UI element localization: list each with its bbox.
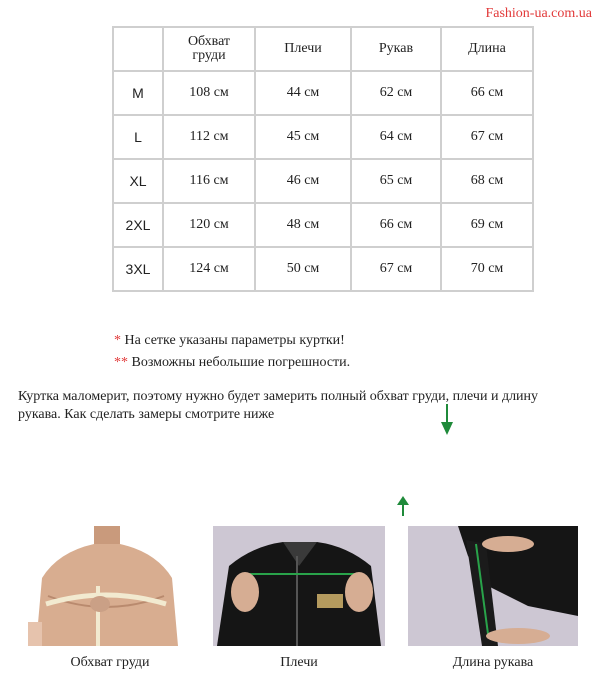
header-chest-line2: груди <box>192 48 226 63</box>
table-row <box>113 203 533 247</box>
note-line <box>114 330 350 352</box>
table-row <box>113 159 533 203</box>
note-mark: * <box>114 333 121 348</box>
sleeve-cell: 66 см <box>351 203 441 247</box>
size-cell: M <box>113 71 163 115</box>
sleeve-cell: 65 см <box>351 159 441 203</box>
length-cell: 67 см <box>441 115 533 159</box>
note-text: На сетке указаны параметры куртки! <box>121 333 345 348</box>
header-shoulders: Плечи <box>255 27 351 71</box>
photo-caption: Длина рукава <box>452 655 534 670</box>
site-watermark: Fashion-ua.com.ua <box>485 6 592 21</box>
size-cell: 2XL <box>113 203 163 247</box>
header-chest-line1: Обхват <box>187 34 231 49</box>
photo-caption: Обхват груди <box>70 655 150 670</box>
measure-instructions: Куртка маломерит, поэтому нужно будет замерить полный обхват груди, плечи и длину рукава. Как сделать замеры смотрите ниже <box>18 389 539 422</box>
shoulders-measure-photo <box>213 526 385 646</box>
size-cell: L <box>113 115 163 159</box>
length-cell: 69 см <box>441 203 533 247</box>
shoulders-cell: 45 см <box>255 115 351 159</box>
table-row <box>113 247 533 291</box>
sleeve-measure-photo <box>408 526 578 646</box>
table-header-row <box>113 27 533 71</box>
shoulders-cell: 46 см <box>255 159 351 203</box>
shoulders-cell: 48 см <box>255 203 351 247</box>
note-mark: ** <box>114 355 128 370</box>
shoulders-cell: 44 см <box>255 71 351 115</box>
size-table <box>112 26 534 292</box>
header-length: Длина <box>441 27 533 71</box>
table-row <box>113 115 533 159</box>
length-cell: 68 см <box>441 159 533 203</box>
arrow-up-icon <box>397 496 409 516</box>
table-notes <box>114 330 350 374</box>
length-cell: 66 см <box>441 71 533 115</box>
chest-cell: 120 см <box>163 203 255 247</box>
sleeve-cell: 62 см <box>351 71 441 115</box>
photo-caption: Плечи <box>280 655 318 670</box>
note-text: Возможны небольшие погрешности. <box>128 355 351 370</box>
header-size <box>113 27 163 71</box>
size-cell: XL <box>113 159 163 203</box>
header-sleeve: Рукав <box>351 27 441 71</box>
sleeve-cell: 64 см <box>351 115 441 159</box>
note-line <box>114 352 350 374</box>
table-row <box>113 71 533 115</box>
chest-cell: 108 см <box>163 71 255 115</box>
chest-cell: 124 см <box>163 247 255 291</box>
sleeve-cell: 67 см <box>351 247 441 291</box>
size-cell: 3XL <box>113 247 163 291</box>
length-cell: 70 см <box>441 247 533 291</box>
header-chest <box>163 27 255 71</box>
shoulders-cell: 50 см <box>255 247 351 291</box>
chest-cell: 112 см <box>163 115 255 159</box>
chest-measure-photo <box>28 526 183 646</box>
arrow-down-icon <box>441 404 453 436</box>
chest-cell: 116 см <box>163 159 255 203</box>
